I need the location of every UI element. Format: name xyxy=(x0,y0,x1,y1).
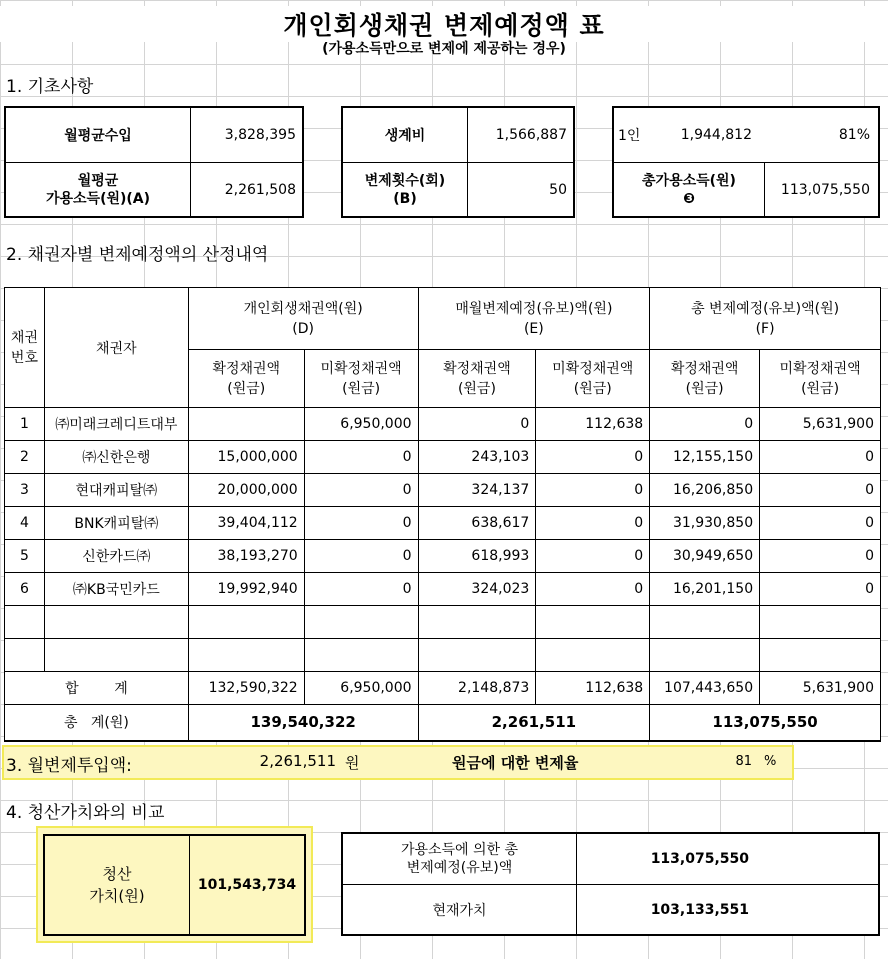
monthly-income-value: 3,828,395 xyxy=(224,127,296,143)
income-box xyxy=(4,106,304,218)
sub-header-d-confirmed: 확정채권액 (원금) xyxy=(188,350,304,408)
table-row: 5 신한카드㈜ 38,193,270 0 618,993 0 30,949,650 0 xyxy=(5,540,881,573)
household-pct: 81% xyxy=(838,127,870,143)
sub-header-e-confirmed: 확정채권액 (원금) xyxy=(418,350,536,408)
total-disposable-label: 총가용소득(원) ❸ xyxy=(642,173,736,207)
disposable-income-value: 2,261,508 xyxy=(224,182,296,198)
page-subtitle: (가용소득만으로 변제에 제공하는 경우) xyxy=(322,41,566,57)
creditor-name: 신한카드㈜ xyxy=(44,540,188,573)
living-cost-value: 1,566,887 xyxy=(495,127,567,143)
monthly-income-label: 월평균수입 xyxy=(64,128,132,144)
liquidation-box xyxy=(43,834,306,936)
section1-heading: 1. 기초사항 xyxy=(6,77,94,97)
empty-row xyxy=(5,606,881,639)
total-repay-label: 가용소득에 의한 총 변제예정(유보)액 xyxy=(400,842,519,876)
total-disposable-value: 113,075,550 xyxy=(780,182,870,198)
creditor-name: 현대캐피탈㈜ xyxy=(44,474,188,507)
table-row: 4 BNK캐피탈㈜ 39,404,112 0 638,617 0 31,930,850 0 xyxy=(5,507,881,540)
household-label: 1인 xyxy=(618,128,641,144)
total-d: 139,540,322 xyxy=(188,705,418,741)
sum-row: 합 계 132,590,322 6,950,000 2,148,873 112,638 107,443,650 5,631,900 xyxy=(5,672,881,705)
repayment-rate-unit: % xyxy=(764,754,777,769)
sub-header-f-unconfirmed: 미확정채권액 (원금) xyxy=(760,350,881,408)
monthly-repayment-amount: 2,261,511 xyxy=(259,752,336,770)
col-creditor-header: 채권자 xyxy=(44,288,188,408)
total-e: 2,261,511 xyxy=(418,705,650,741)
col-no-header: 채권 번호 xyxy=(5,288,45,408)
household-amount: 1,944,812 xyxy=(680,127,752,143)
living-cost-label: 생계비 xyxy=(384,128,426,144)
table-row: 1 ㈜미래크레디트대부 6,950,000 0 112,638 0 5,631,900 xyxy=(5,408,881,441)
liquidation-label: 청산 가치(원) xyxy=(89,865,145,905)
table-row: 3 현대캐피탈㈜ 20,000,000 0 324,137 0 16,206,850 0 xyxy=(5,474,881,507)
creditor-table xyxy=(4,287,881,742)
total-label: 총 계(원) xyxy=(5,705,189,741)
monthly-repayment-unit: 원 xyxy=(345,754,360,772)
living-cost-box xyxy=(341,106,575,218)
creditor-name: ㈜미래크레디트대부 xyxy=(44,408,188,441)
group-e-header: 매월변제예정(유보)액(원) (E) xyxy=(418,288,650,350)
household-box xyxy=(612,106,880,218)
comparison-box xyxy=(341,832,880,936)
repayment-rate-label: 원금에 대한 변제율 xyxy=(452,754,579,772)
sub-header-d-unconfirmed: 미확정채권액 (원금) xyxy=(304,350,418,408)
creditor-name: BNK캐피탈㈜ xyxy=(44,507,188,540)
total-row xyxy=(5,705,881,741)
page-title: 개인회생채권 변제예정액 표 xyxy=(0,6,888,42)
repay-count-value: 50 xyxy=(549,182,567,198)
present-value: 103,133,551 xyxy=(650,902,749,918)
table-row: 6 ㈜KB국민카드 19,992,940 0 324,023 0 16,201,150 0 xyxy=(5,573,881,606)
total-f: 113,075,550 xyxy=(650,705,881,741)
sub-header-e-unconfirmed: 미확정채권액 (원금) xyxy=(536,350,650,408)
empty-row xyxy=(5,639,881,672)
present-value-label: 현재가치 xyxy=(432,903,487,919)
group-f-header: 총 변제예정(유보)액(원) (F) xyxy=(650,288,881,350)
sub-header-f-confirmed: 확정채권액 (원금) xyxy=(650,350,760,408)
repayment-rate-value: 81 xyxy=(735,754,752,769)
group-d-header: 개인회생채권액(원) (D) xyxy=(188,288,418,350)
repay-count-label: 변제횟수(회) (B) xyxy=(364,173,446,207)
total-repay-value: 113,075,550 xyxy=(650,851,749,867)
liquidation-value: 101,543,734 xyxy=(197,877,297,893)
disposable-income-label: 월평균 가용소득(원)(A) xyxy=(45,173,151,207)
creditor-name: ㈜KB국민카드 xyxy=(44,573,188,606)
section4-heading: 4. 청산가치와의 비교 xyxy=(6,803,165,823)
sum-label: 합 계 xyxy=(5,672,189,705)
table-row: 2 ㈜신한은행 15,000,000 0 243,103 0 12,155,150 0 xyxy=(5,441,881,474)
section2-heading: 2. 채권자별 변제예정액의 산정내역 xyxy=(6,245,269,265)
section3-heading: 3. 월변제투입액: xyxy=(6,756,132,776)
creditor-name: ㈜신한은행 xyxy=(44,441,188,474)
